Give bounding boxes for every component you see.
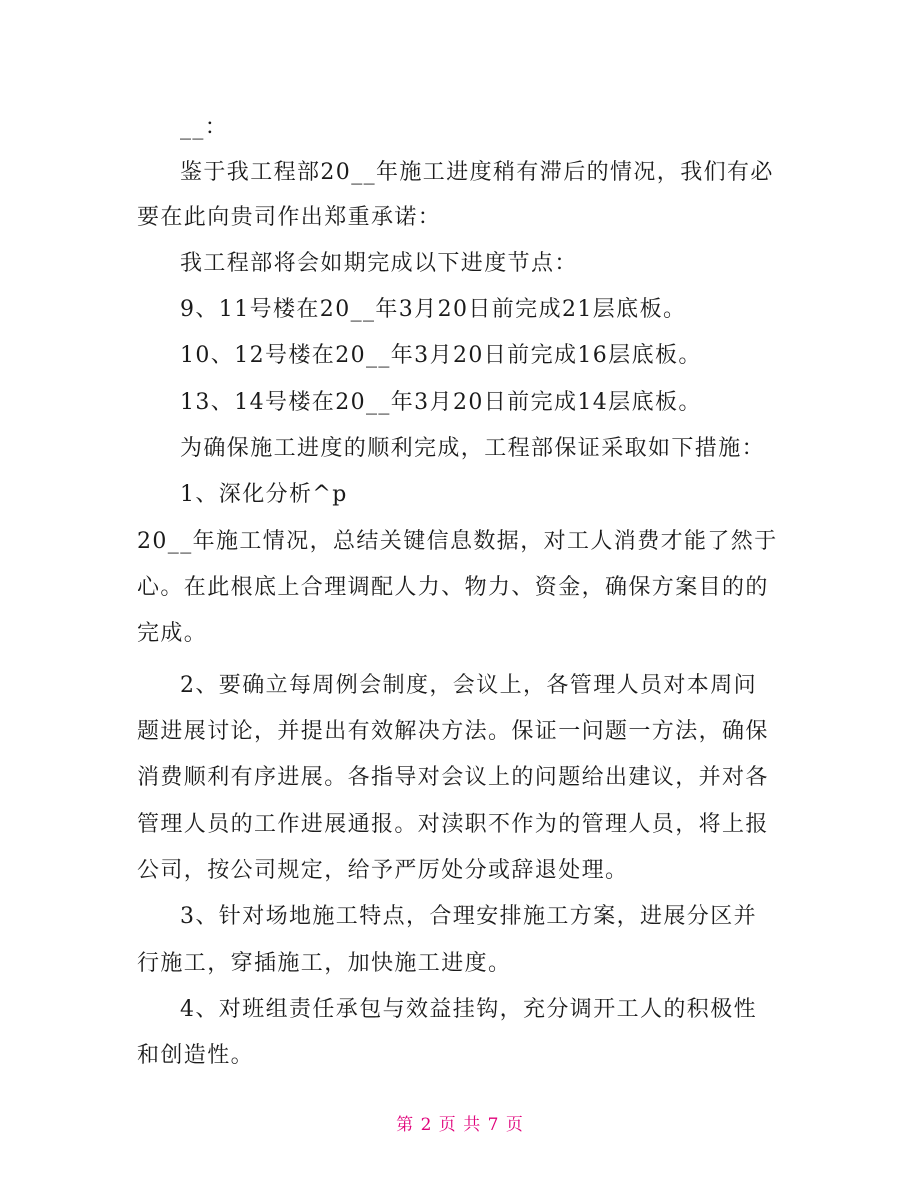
- paragraph-line: 20__年施工情况，总结关键信息数据，对工人消费才能了然于: [137, 529, 778, 554]
- list-item: 2、要确立每周例会制度，会议上，各管理人员对本周问: [180, 673, 757, 698]
- paragraph-line: 完成。: [137, 621, 208, 646]
- list-item: 3、针对场地施工特点，合理安排施工方案，进展分区并: [180, 904, 757, 929]
- paragraph-line: 鉴于我工程部20__年施工进度稍有滞后的情况，我们有必: [180, 160, 774, 185]
- paragraph-line: 心。在此根底上合理调配人力、物力、资金，确保方案目的的: [137, 575, 769, 600]
- paragraph-line: 公司，按公司规定，给予严厉处分或辞退处理。: [137, 858, 629, 883]
- paragraph-line: 题进展讨论，并提出有效解决方法。保证一问题一方法，确保: [137, 719, 769, 744]
- paragraph-line: 行施工，穿插施工，加快施工进度。: [137, 951, 512, 976]
- list-item: 1、深化分析^p: [180, 482, 348, 507]
- list-item: 4、对班组责任承包与效益挂钩，充分调开工人的积极性: [180, 997, 757, 1022]
- paragraph-line: 管理人员的工作进展通报。对渎职不作为的管理人员，将上报: [137, 812, 769, 837]
- paragraph-line: 要在此向贵司作出郑重承诺：: [137, 205, 442, 230]
- paragraph-line: 消费顺利有序进展。各指导对会议上的问题给出建议，并对各: [137, 765, 769, 790]
- list-item: 13、14号楼在20__年3月20日前完成14层底板。: [180, 390, 702, 415]
- page-number-footer: 第 2 页 共 7 页: [396, 1115, 524, 1135]
- paragraph-line: 和创造性。: [137, 1043, 255, 1068]
- list-item: 10、12号楼在20__年3月20日前完成16层底板。: [180, 343, 702, 368]
- paragraph-line: 为确保施工进度的顺利完成，工程部保证采取如下措施：: [180, 436, 766, 461]
- paragraph-line: 我工程部将会如期完成以下进度节点：: [180, 251, 578, 276]
- salutation-line: __：: [180, 115, 229, 140]
- list-item: 9、11号楼在20__年3月20日前完成21层底板。: [180, 297, 687, 322]
